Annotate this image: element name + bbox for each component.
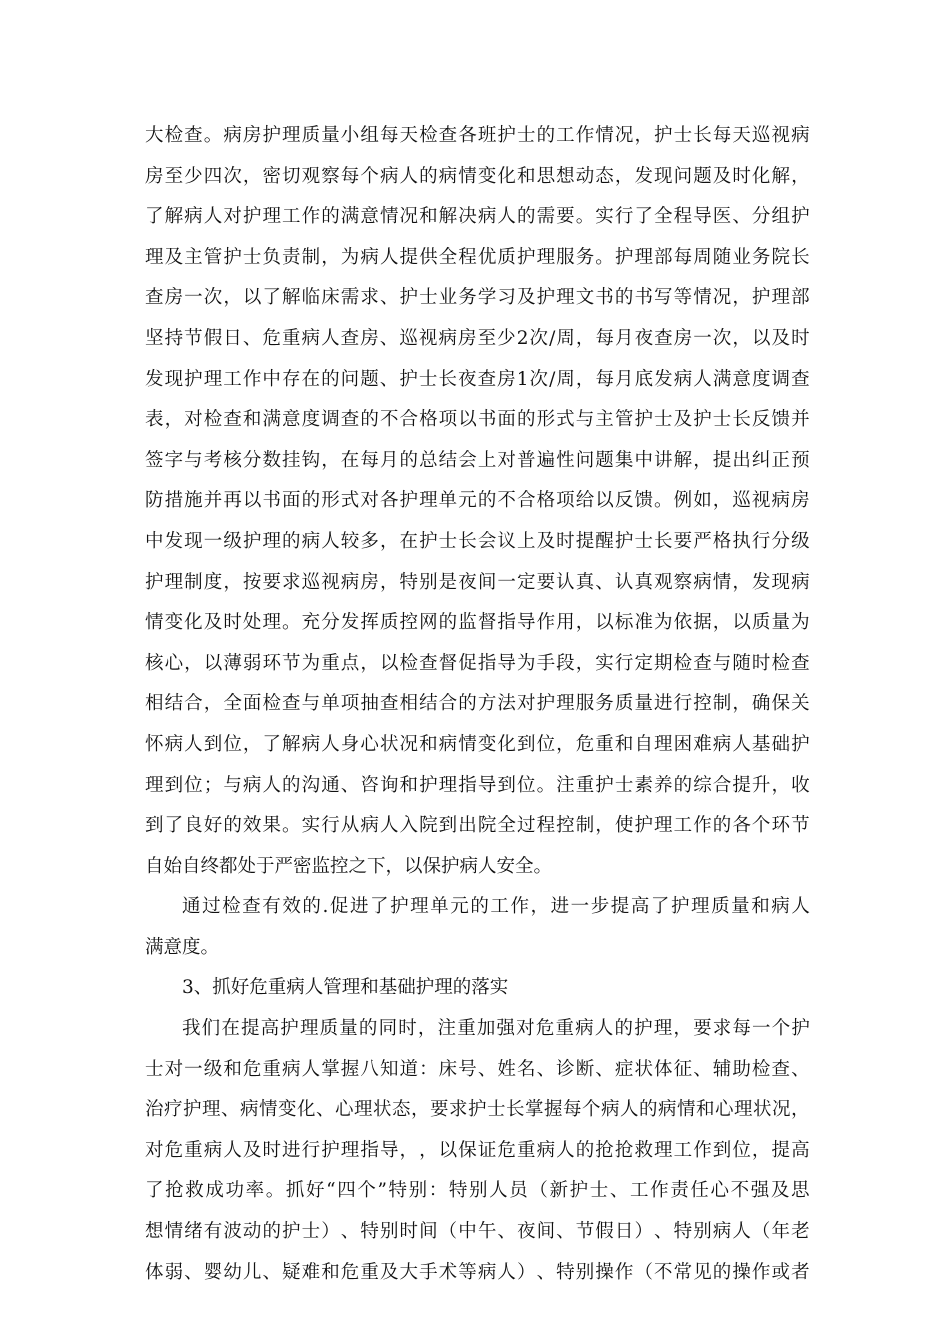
text-line: 了 解 病 人 对 护 理 工 作 的 满 意 情 况 和 解 决 病 人 的 需 要 。 实 行 了 全 程 导 医 、 分 组 护 [145, 206, 810, 228]
text-line: 发 现 护 理 工 作 中 存 在 的 问 题 、 护 士 长 夜 查 房 1 次 / 周 ， 每 月 底 发 病 人 满 意 度 调 查 [145, 368, 810, 390]
text-line: 治 疗 护 理 、 病 情 变 化 、 心 理 状 态 ， 要 求 护 士 长 掌 握 每 个 病 人 的 病 情 和 心 理 状 况 ， [145, 1099, 810, 1121]
text-line: 房 至 少 四 次 ， 密 切 观 察 每 个 病 人 的 病 情 变 化 和 思 想 动 态 ， 发 现 问 题 及 时 化 解 ， [145, 165, 810, 187]
text-line: 怀 病 人 到 位 ， 了 解 病 人 身 心 状 况 和 病 情 变 化 到 位 ， 危 重 和 自 理 困 难 病 人 基 础 护 [145, 733, 810, 755]
text-line: 到 了 良 好 的 效 果 。 实 行 从 病 人 入 院 到 出 院 全 过 程 控 制 ， 使 护 理 工 作 的 各 个 环 节 [145, 815, 810, 837]
text-line: 情 变 化 及 时 处 理 。 充 分 发 挥 质 控 网 的 监 督 指 导 作 用 ， 以 标 准 为 依 据 ， 以 质 量 为 [145, 612, 810, 634]
text-line: 通 过 检 查 有 效 的 . 促 进 了 护 理 单 元 的 工 作 ， 进 一 步 提 高 了 护 理 质 量 和 病 人 [182, 896, 810, 918]
text-line: 满意度。 [145, 936, 220, 958]
body-text [145, 116, 810, 1293]
text-line: 查 房 一 次 ， 以 了 解 临 床 需 求 、 护 士 业 务 学 习 及 护 理 文 书 的 书 写 等 情 况 ， 护 理 部 [145, 287, 810, 309]
text-line: 坚 持 节 假 日 、 危 重 病 人 查 房 、 巡 视 病 房 至 少 2 次 / 周 ， 每 月 夜 查 房 一 次 ， 以 及 时 [145, 327, 810, 349]
text-line: 3、抓好危重病人管理和基础护理的落实 [182, 977, 509, 999]
text-line: 护 理 制 度 ， 按 要 求 巡 视 病 房 ， 特 别 是 夜 间 一 定 要 认 真 、 认 真 观 察 病 情 ， 发 现 病 [145, 571, 810, 593]
text-line: 防 措 施 并 再 以 书 面 的 形 式 对 各 护 理 单 元 的 不 合 格 项 给 以 反 馈 。 例 如 ， 巡 视 病 房 [145, 490, 810, 512]
text-line: 签 字 与 考 核 分 数 挂 钩 ， 在 每 月 的 总 结 会 上 对 普 遍 性 问 题 集 中 讲 解 ， 提 出 纠 正 预 [145, 449, 810, 471]
text-line: 对 危 重 病 人 及 时 进 行 护 理 指 导 ， ， 以 保 证 危 重 病 人 的 抢 抢 救 理 工 作 到 位 ， 提 高 [145, 1139, 810, 1161]
text-line: 相 结 合 ， 全 面 检 查 与 单 项 抽 查 相 结 合 的 方 法 对 护 理 服 务 质 量 进 行 控 制 ， 确 保 关 [145, 693, 810, 715]
text-line: 体 弱 、 婴 幼 儿 、 疑 难 和 危 重 及 大 手 术 等 病 人 ） 、 特 别 操 作 （ 不 常 见 的 操 作 或 者 [145, 1261, 810, 1283]
text-line: 理 及 主 管 护 士 负 责 制 ， 为 病 人 提 供 全 程 优 质 护 理 服 务 。 护 理 部 每 周 随 业 务 院 长 [145, 246, 810, 268]
text-line: 士 对 一 级 和 危 重 病 人 掌 握 八 知 道 ： 床 号 、 姓 名 、 诊 断 、 症 状 体 征 、 辅 助 检 查 、 [145, 1058, 810, 1080]
text-line: 理 到 位 ； 与 病 人 的 沟 通 、 咨 询 和 护 理 指 导 到 位 。 注 重 护 士 素 养 的 综 合 提 升 ， 收 [145, 774, 810, 796]
text-line: 了 抢 救 成 功 率 。 抓 好 “ 四 个 ” 特 别 ： 特 别 人 员 （ 新 护 士 、 工 作 责 任 心 不 强 及 思 [145, 1180, 810, 1202]
text-line: 表 ， 对 检 查 和 满 意 度 调 查 的 不 合 格 项 以 书 面 的 形 式 与 主 管 护 士 及 护 士 长 反 馈 并 [145, 409, 810, 431]
text-line: 自始自终都处于严密监控之下，以保护病人安全。 [145, 855, 553, 877]
text-line: 我 们 在 提 高 护 理 质 量 的 同 时 ， 注 重 加 强 对 危 重 病 人 的 护 理 ， 要 求 每 一 个 护 [182, 1018, 810, 1040]
text-line: 想 情 绪 有 波 动 的 护 士 ） 、 特 别 时 间 （ 中 午 、 夜 间 、 节 假 日 ） 、 特 别 病 人 （ 年 老 [145, 1221, 810, 1243]
text-line: 核 心 ， 以 薄 弱 环 节 为 重 点 ， 以 检 查 督 促 指 导 为 手 段 ， 实 行 定 期 检 查 与 随 时 检 查 [145, 652, 810, 674]
text-line: 中 发 现 一 级 护 理 的 病 人 较 多 ， 在 护 士 长 会 议 上 及 时 提 醒 护 士 长 要 严 格 执 行 分 级 [145, 530, 810, 552]
text-line: 大 检 查 。 病 房 护 理 质 量 小 组 每 天 检 查 各 班 护 士 的 工 作 情 况 ， 护 士 长 每 天 巡 视 病 [145, 125, 810, 146]
